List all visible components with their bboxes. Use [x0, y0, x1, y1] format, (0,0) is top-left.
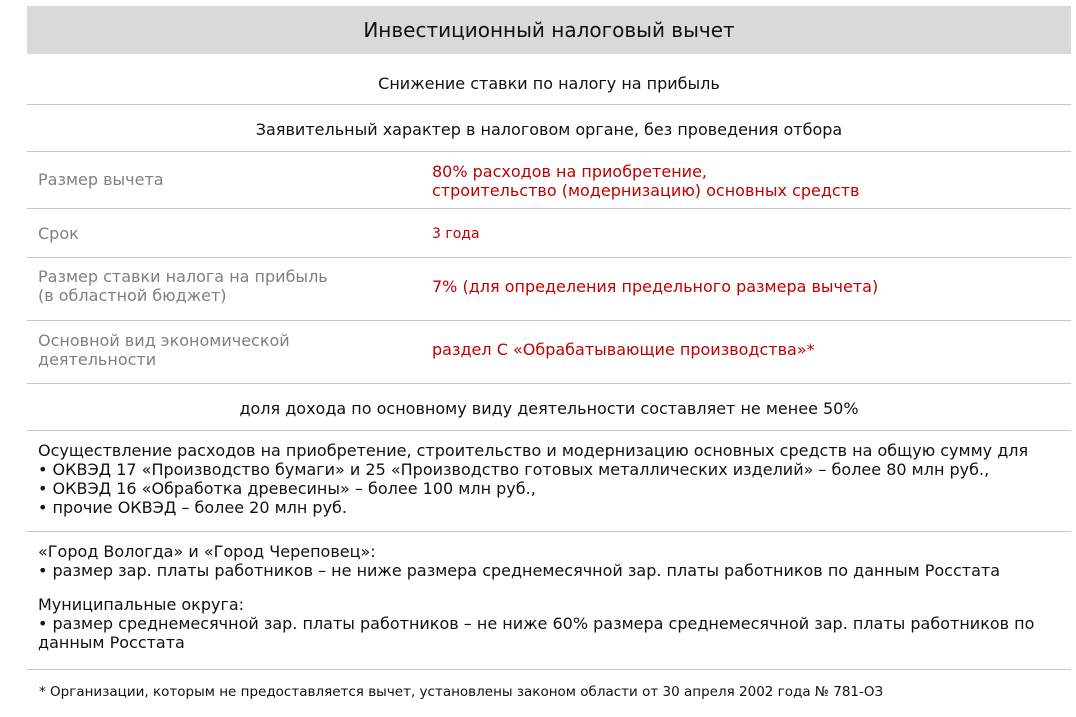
row-value [432, 277, 878, 296]
list-item: • прочие ОКВЭД – более 20 млн руб. [38, 498, 348, 517]
separator [27, 104, 1071, 105]
page-title: Инвестиционный налоговый вычет [27, 6, 1071, 54]
separator [27, 669, 1071, 670]
row-label-line: Размер ставки налога на прибыль [38, 267, 328, 286]
expenses-block [27, 431, 1071, 531]
table-row-deduction-size [27, 152, 1071, 207]
row-value-line: раздел С «Обрабатывающие производства»* [432, 340, 815, 359]
cities-heading: «Город Вологда» и «Город Череповец»: [38, 542, 376, 561]
row-value-line: 3 года [432, 226, 480, 242]
salary-block [27, 532, 1071, 668]
row-value [432, 340, 815, 359]
row-label-line: Размер вычета [38, 170, 164, 189]
row-label-line: Основной вид экономической [38, 331, 290, 350]
municipal-heading: Муниципальные округа: [38, 595, 245, 614]
subtitle-tax-rate: Снижение ставки по налогу на прибыль [378, 73, 720, 93]
row-label [38, 267, 328, 305]
footnote: * Организации, которым не предоставляется вычет, установлены законом области от 30 апреля 2002 года № 781-ОЗ [39, 684, 884, 700]
table-row-term [27, 209, 1071, 257]
row-value-line: 80% расходов на приобретение, [432, 162, 708, 181]
row-label [38, 331, 290, 369]
income-condition: доля дохода по основному виду деятельности составляет не менее 50% [239, 398, 859, 418]
subtitle-application: Заявительный характер в налоговом органе, без проведения отбора [255, 119, 843, 139]
table-row-activity [27, 321, 1071, 383]
row-value-line: 7% (для определения предельного размера вычета) [432, 277, 879, 296]
table-row-tax-rate [27, 258, 1071, 320]
row-label [38, 224, 79, 243]
list-item: • размер среднемесячной зар. платы работников – не ниже 60% размера среднемесячной зар. платы работников по [38, 614, 1035, 633]
list-item: • ОКВЭД 17 «Производство бумаги» и 25 «Производство готовых металлических изделий» – более 80 млн руб., [38, 460, 990, 479]
expenses-intro: Осуществление расходов на приобретение, строительство и модернизацию основных средств на общую сумму для [38, 441, 1029, 460]
row-label [38, 170, 164, 189]
row-label-line: (в областной бюджет) [38, 286, 227, 305]
list-item: • ОКВЭД 16 «Обработка древесины» – более 100 млн руб., [38, 479, 536, 498]
list-item: • размер зар. платы работников – не ниже размера среднемесячной зар. платы работников по данным Росстата [38, 561, 1001, 580]
row-value [432, 225, 480, 244]
row-label-line: деятельности [38, 350, 157, 369]
row-label-line: Срок [38, 224, 79, 243]
row-value-line: строительство (модернизацию) основных средств [432, 181, 860, 200]
separator [27, 383, 1071, 384]
row-value [432, 162, 859, 200]
list-item-continuation: данным Росстата [38, 633, 185, 652]
